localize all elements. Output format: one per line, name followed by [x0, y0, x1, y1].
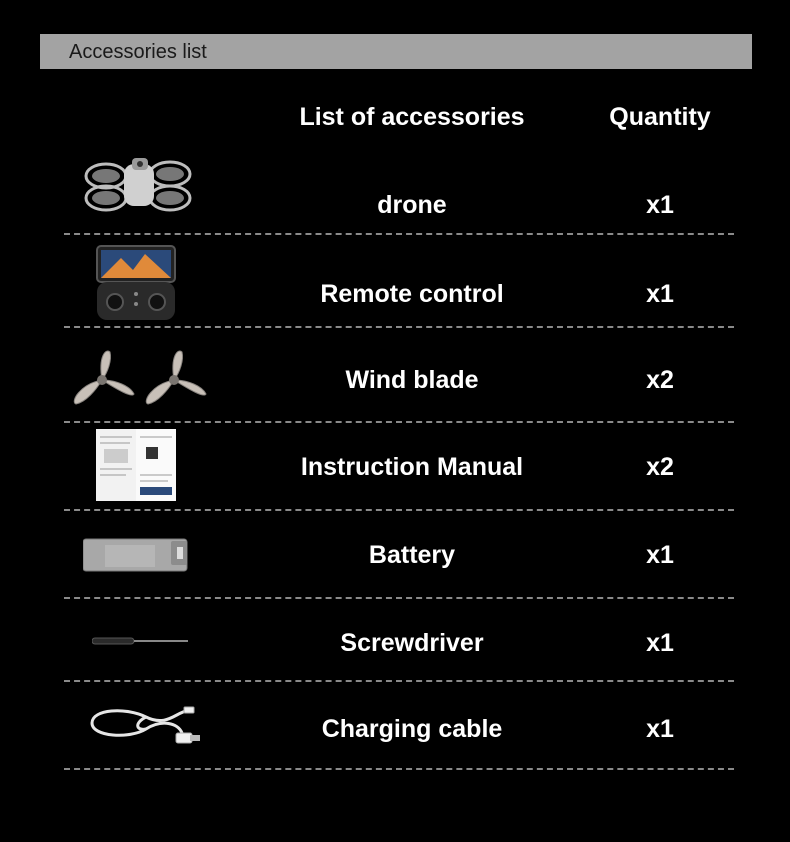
column-header-quantity: Quantity [609, 103, 711, 131]
item-name: Wind blade [345, 366, 479, 394]
item-name: Instruction Manual [300, 453, 524, 481]
battery-icon [83, 535, 191, 575]
list-item [0, 328, 790, 423]
item-quantity: x1 [646, 715, 674, 743]
header-bar [40, 34, 752, 69]
item-quantity: x2 [646, 366, 674, 394]
item-name: Remote control [320, 280, 504, 308]
screwdriver-icon [92, 635, 190, 647]
propeller-icon [68, 346, 210, 408]
list-item [0, 240, 790, 328]
item-name: Charging cable [321, 715, 503, 743]
row-divider [64, 768, 734, 770]
item-quantity: x1 [646, 629, 674, 657]
list-item [0, 150, 790, 238]
header-title: Accessories list [69, 41, 207, 63]
item-quantity: x2 [646, 453, 674, 481]
cable-icon [86, 703, 204, 749]
item-name: Battery [368, 541, 456, 569]
column-header-accessories: List of accessories [299, 103, 525, 131]
manual-icon [96, 429, 178, 503]
row-divider [64, 233, 734, 235]
list-item [0, 511, 790, 599]
item-name: Screwdriver [340, 629, 484, 657]
drone-icon [84, 154, 192, 216]
list-item [0, 423, 790, 511]
item-quantity: x1 [646, 280, 674, 308]
item-quantity: x1 [646, 191, 674, 219]
item-quantity: x1 [646, 541, 674, 569]
list-item [0, 599, 790, 683]
row-divider [64, 680, 734, 682]
list-item [0, 683, 790, 773]
remote-control-icon [95, 244, 177, 322]
item-name: drone [377, 191, 447, 219]
